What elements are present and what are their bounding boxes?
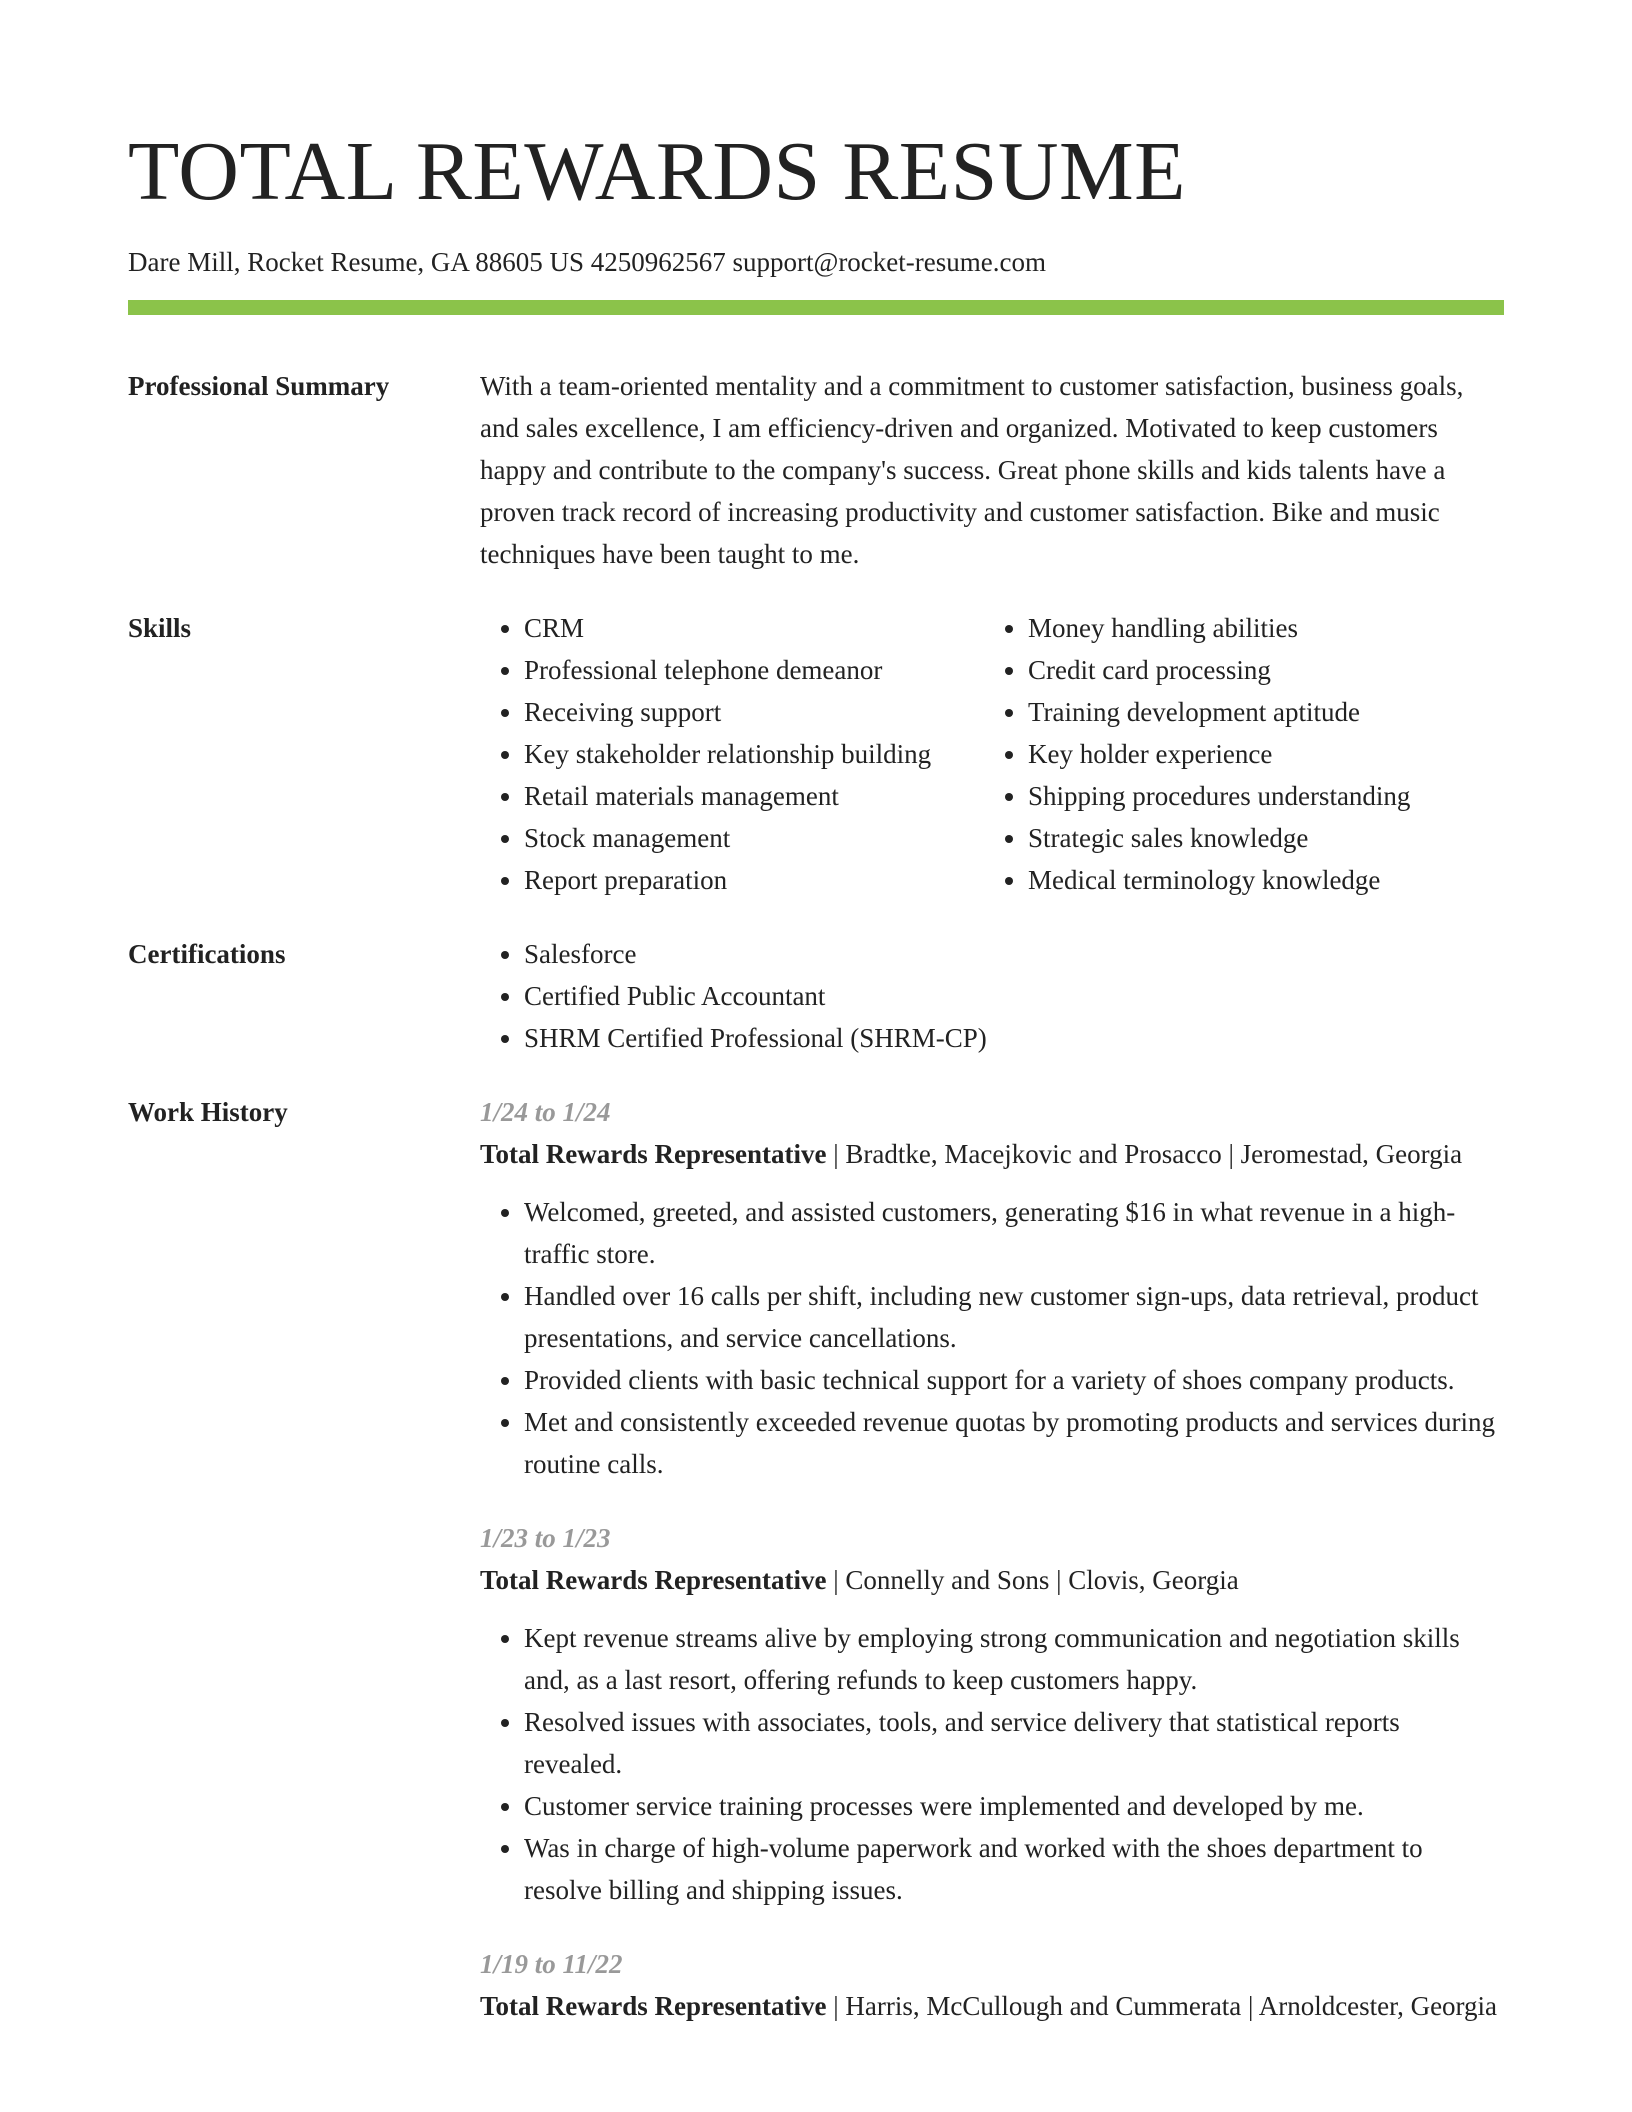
job-dates: 1/23 to 1/23 xyxy=(480,1523,611,1553)
job-bullet: • Provided clients with basic technical support for a variety of shoes company products. xyxy=(524,1359,1504,1401)
certification-item: • SHRM Certified Professional (SHRM-CP) xyxy=(524,1017,1504,1059)
skill-item: • Money handling abilities xyxy=(1028,607,1488,649)
certification-item: • Salesforce xyxy=(524,933,1504,975)
job-title: Total Rewards Representative xyxy=(480,1139,827,1169)
job-bullets xyxy=(480,1191,1504,1485)
job-heading xyxy=(480,1559,1504,1601)
skill-item: • Stock management xyxy=(524,817,984,859)
header-divider xyxy=(128,300,1504,315)
section-body xyxy=(480,1091,1504,2027)
certifications-list xyxy=(480,933,1504,1059)
job-bullets xyxy=(480,1617,1504,1911)
skill-item: • Training development aptitude xyxy=(1028,691,1488,733)
skills-grid xyxy=(480,607,1504,901)
skill-item: • CRM xyxy=(524,607,984,649)
job-bullet: • Handled over 16 calls per shift, including new customer sign-ups, data retrieval, product presentations, and service cancellations. xyxy=(524,1275,1504,1359)
resume-title: TOTAL REWARDS RESUME xyxy=(128,125,1186,218)
contact-line: Dare Mill, Rocket Resume, GA 88605 US 4250962567 support@rocket-resume.com xyxy=(128,247,1046,277)
section-label: Work History xyxy=(128,1097,288,1127)
skill-item: • Credit card processing xyxy=(1028,649,1488,691)
job-entry xyxy=(480,1091,1504,1485)
section-professional-summary xyxy=(128,365,1504,575)
skill-item: • Key holder experience xyxy=(1028,733,1488,775)
job-entry xyxy=(480,1517,1504,1911)
skill-item: • Shipping procedures understanding xyxy=(1028,775,1488,817)
certification-item: • Certified Public Accountant xyxy=(524,975,1504,1017)
skills-column-2 xyxy=(984,607,1488,901)
resume-page xyxy=(128,0,1504,2027)
job-entry xyxy=(480,1943,1504,2027)
skill-item: • Retail materials management xyxy=(524,775,984,817)
job-bullet: • Customer service training processes were implemented and developed by me. xyxy=(524,1785,1504,1827)
job-title: Total Rewards Representative xyxy=(480,1991,827,2021)
skill-item: • Strategic sales knowledge xyxy=(1028,817,1488,859)
skill-item: • Receiving support xyxy=(524,691,984,733)
job-bullet: • Resolved issues with associates, tools, and service delivery that statistical reports revealed. xyxy=(524,1701,1504,1785)
section-label: Certifications xyxy=(128,939,286,969)
job-heading xyxy=(480,1985,1504,2027)
summary-text: With a team-oriented mentality and a commitment to customer satisfaction, business goals, and sales excellence, I am efficiency-driven and organized. Motivated to keep customers happy and contribute to the company's success. Great phone skills and kids talents have a proven track record of increasing productivity and customer satisfaction. Bike and music techniques have been taught to me. xyxy=(480,371,1464,569)
skill-item: • Professional telephone demeanor xyxy=(524,649,984,691)
job-title: Total Rewards Representative xyxy=(480,1565,827,1595)
job-bullet: • Was in charge of high-volume paperwork and worked with the shoes department to resolve billing and shipping issues. xyxy=(524,1827,1504,1911)
job-details: | Harris, McCullough and Cummerata | Arnoldcester, Georgia xyxy=(826,1991,1498,2021)
job-dates: 1/24 to 1/24 xyxy=(480,1097,611,1127)
job-heading xyxy=(480,1133,1504,1175)
skill-item: • Report preparation xyxy=(524,859,984,901)
job-dates: 1/19 to 11/22 xyxy=(480,1949,623,1979)
job-bullet: • Welcomed, greeted, and assisted customers, generating $16 in what revenue in a high-traffic store. xyxy=(524,1191,1504,1275)
section-body xyxy=(480,933,1504,1059)
job-bullet: • Met and consistently exceeded revenue quotas by promoting products and services during routine calls. xyxy=(524,1401,1504,1485)
section-label: Professional Summary xyxy=(128,371,390,401)
section-body xyxy=(480,365,1504,575)
skills-column-1 xyxy=(480,607,984,901)
skill-item: • Medical terminology knowledge xyxy=(1028,859,1488,901)
section-skills xyxy=(128,607,1504,901)
skill-item: • Key stakeholder relationship building xyxy=(524,733,984,775)
job-details: | Connelly and Sons | Clovis, Georgia xyxy=(826,1565,1239,1595)
job-details: | Bradtke, Macejkovic and Prosacco | Jeromestad, Georgia xyxy=(826,1139,1463,1169)
section-label: Skills xyxy=(128,613,192,643)
section-work-history xyxy=(128,1091,1504,2027)
job-bullet: • Kept revenue streams alive by employing strong communication and negotiation skills and, as a last resort, offering refunds to keep customers happy. xyxy=(524,1617,1504,1701)
section-certifications xyxy=(128,933,1504,1059)
